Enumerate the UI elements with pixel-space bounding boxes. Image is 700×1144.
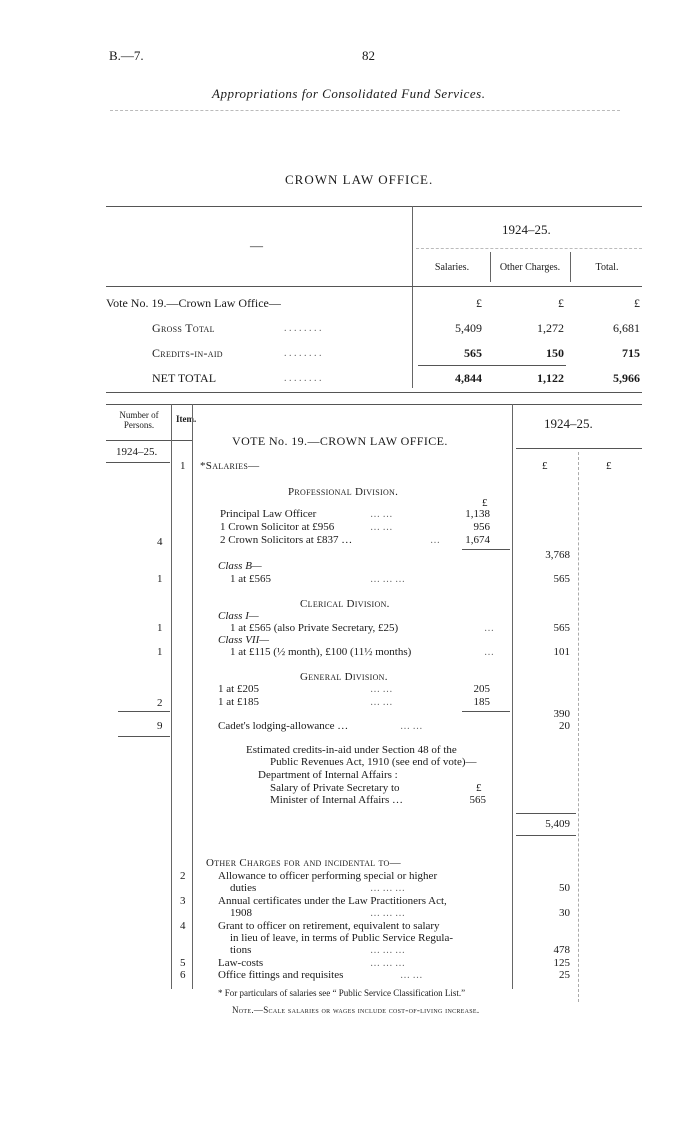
professional-row-dots: … … bbox=[370, 522, 393, 533]
summary-col-salaries: Salaries. bbox=[434, 262, 470, 273]
detail-col-item: Item. bbox=[176, 414, 197, 424]
other-charge-item-line: Annual certificates under the Law Practitioners Act, bbox=[218, 895, 447, 907]
summary-col-total: Total. bbox=[595, 262, 619, 273]
other-charge-item-amount: 478 bbox=[553, 944, 570, 956]
persons-subtotal-rule bbox=[118, 711, 170, 712]
general-row-amount: 205 bbox=[473, 683, 490, 695]
general-row-label: 1 at £205 bbox=[218, 683, 259, 695]
summary-row-salaries: 5,409 bbox=[455, 321, 482, 335]
professional-heading: Professional Division. bbox=[288, 486, 399, 498]
detail-divider-amount bbox=[578, 452, 579, 1002]
other-charge-item-number: 2 bbox=[180, 870, 186, 882]
general-row-amount: 185 bbox=[473, 696, 490, 708]
class-i-persons: 1 bbox=[157, 622, 163, 634]
other-charge-item-dots: … … … bbox=[370, 945, 405, 956]
general-subtotal-rule bbox=[462, 711, 510, 712]
cadet-label: Cadet's lodging-allowance … bbox=[218, 720, 349, 732]
class-b-row: 1 at £565 bbox=[230, 573, 271, 585]
summary-row-dots: . . . . . . . . bbox=[284, 323, 322, 334]
summary-col-other: Other Charges. bbox=[499, 262, 561, 273]
detail-persons-year-rule bbox=[106, 462, 170, 463]
other-charge-item-amount: 125 bbox=[553, 957, 570, 969]
salaries-total-rule-top bbox=[516, 813, 576, 814]
detail-persons-header-rule bbox=[106, 440, 192, 441]
detail-year: 1924–25. bbox=[544, 416, 593, 431]
footnote: * For particulars of salaries see “ Public Service Classification List.” bbox=[218, 988, 466, 998]
scale-note: Note.—Scale salaries or wages include cost-of-living increase. bbox=[232, 1005, 480, 1015]
credits-note-line: Salary of Private Secretary to bbox=[270, 782, 400, 794]
credits-note-line: Department of Internal Affairs : bbox=[258, 769, 398, 781]
summary-col-divider-1 bbox=[490, 252, 491, 282]
office-title: CROWN LAW OFFICE. bbox=[285, 172, 434, 187]
other-charge-item-number: 3 bbox=[180, 895, 186, 907]
professional-subtotal-rule bbox=[462, 549, 510, 550]
class-i-label: Class I— bbox=[218, 610, 259, 622]
summary-row-label: NET TOTAL bbox=[152, 371, 217, 385]
page-ref: B.—7. bbox=[109, 48, 144, 63]
other-charge-item-line: Office fittings and requisites bbox=[218, 969, 344, 981]
other-charge-item-amount: 30 bbox=[559, 907, 570, 919]
summary-row-total: 6,681 bbox=[613, 321, 640, 335]
class-b-persons: 1 bbox=[157, 573, 163, 585]
summary-row-label: Gross Total bbox=[152, 321, 215, 335]
persons-total-rule bbox=[118, 736, 170, 737]
detail-divider-item bbox=[192, 404, 193, 989]
summary-row-other: 150 bbox=[546, 346, 564, 360]
professional-row-dots: … bbox=[430, 535, 440, 546]
cadet-dots: … … bbox=[400, 721, 423, 732]
professional-persons: 4 bbox=[157, 536, 163, 548]
summary-year: 1924–25. bbox=[502, 222, 551, 237]
general-total: 390 bbox=[553, 708, 570, 720]
detail-divider-persons bbox=[171, 404, 172, 989]
class-vii-row: 1 at £115 (½ month), £100 (11½ months) bbox=[230, 646, 412, 658]
professional-row-amount: 956 bbox=[473, 521, 490, 533]
other-charge-item-line: Law-costs bbox=[218, 957, 264, 969]
general-row-dots: … … bbox=[370, 684, 393, 695]
salaries-total-rule-bottom bbox=[516, 835, 576, 836]
total-persons: 9 bbox=[157, 720, 163, 732]
summary-row-total: 5,966 bbox=[613, 371, 640, 385]
clerical-heading: Clerical Division. bbox=[300, 598, 390, 610]
summary-net-rule bbox=[418, 365, 566, 366]
page-number: 82 bbox=[362, 48, 375, 63]
summary-currency-salaries: £ bbox=[476, 296, 482, 310]
summary-header-rule bbox=[106, 286, 642, 287]
professional-currency: £ bbox=[482, 497, 488, 509]
credits-note-amount: 565 bbox=[469, 794, 486, 806]
detail-year-rule bbox=[516, 448, 642, 449]
general-persons: 2 bbox=[157, 697, 163, 709]
other-charge-item-dots: … … … bbox=[370, 958, 405, 969]
general-heading: General Division. bbox=[300, 671, 388, 683]
other-charge-item-amount: 25 bbox=[559, 969, 570, 981]
detail-currency-col-2: £ bbox=[606, 460, 612, 472]
other-charge-item-number: 4 bbox=[180, 920, 186, 932]
other-charge-item-line: in lieu of leave, in terms of Public Service Regula- bbox=[230, 932, 453, 944]
professional-row-dots: … … bbox=[370, 509, 393, 520]
professional-total: 3,768 bbox=[545, 549, 570, 561]
detail-col-persons: Number of Persons. bbox=[119, 410, 159, 430]
class-vii-persons: 1 bbox=[157, 646, 163, 658]
summary-currency-other: £ bbox=[558, 296, 564, 310]
other-charge-item-dots: … … … bbox=[370, 908, 405, 919]
other-charge-item-line: duties bbox=[230, 882, 257, 894]
summary-vote-label: Vote No. 19.—Crown Law Office— bbox=[106, 296, 281, 310]
other-charges-heading: Other Charges for and incidental to— bbox=[206, 857, 401, 869]
header-rule bbox=[110, 110, 620, 111]
professional-row-amount: 1,674 bbox=[465, 534, 490, 546]
other-charge-item-dots: … … bbox=[400, 970, 423, 981]
other-charge-item-line: Allowance to officer performing special or higher bbox=[218, 870, 438, 882]
summary-top-rule bbox=[106, 206, 642, 207]
detail-vote-title: VOTE No. 19.—CROWN LAW OFFICE. bbox=[232, 434, 448, 448]
credits-note-line: Estimated credits-in-aid under Section 48 of the bbox=[246, 744, 457, 756]
general-row-dots: … … bbox=[370, 697, 393, 708]
detail-item-1: 1 bbox=[180, 460, 186, 472]
other-charge-item-dots: … … … bbox=[370, 883, 405, 894]
summary-row-other: 1,122 bbox=[537, 371, 564, 385]
professional-row-label: 2 Crown Solicitors at £837 … bbox=[220, 534, 353, 546]
summary-currency-total: £ bbox=[634, 296, 640, 310]
class-i-amount: 565 bbox=[553, 622, 570, 634]
class-vii-amount: 101 bbox=[553, 646, 570, 658]
salaries-total: 5,409 bbox=[545, 818, 570, 830]
professional-row-label: 1 Crown Solicitor at £956 bbox=[220, 521, 335, 533]
detail-top-rule bbox=[106, 404, 642, 405]
credits-note-currency: £ bbox=[476, 782, 482, 794]
other-charge-item-line: 1908 bbox=[230, 907, 252, 919]
class-b-amount: 565 bbox=[553, 573, 570, 585]
summary-bottom-rule bbox=[106, 392, 642, 393]
detail-persons-year: 1924–25. bbox=[116, 446, 158, 458]
class-b-dots: … … … bbox=[370, 574, 405, 585]
summary-year-rule bbox=[416, 248, 642, 249]
running-title: Appropriations for Consolidated Fund Services. bbox=[212, 86, 486, 101]
salaries-heading: *Salaries— bbox=[200, 460, 260, 472]
other-charge-item-number: 5 bbox=[180, 957, 186, 969]
summary-col-divider-2 bbox=[570, 252, 571, 282]
credits-note-line: Minister of Internal Affairs … bbox=[270, 794, 403, 806]
class-vii-label: Class VII— bbox=[218, 634, 270, 646]
summary-row-dots: . . . . . . . . bbox=[284, 373, 322, 384]
summary-row-salaries: 4,844 bbox=[455, 371, 482, 385]
class-b-label: Class B— bbox=[218, 560, 262, 572]
summary-row-dots: . . . . . . . . bbox=[284, 348, 322, 359]
summary-row-other: 1,272 bbox=[537, 321, 564, 335]
other-charge-item-number: 6 bbox=[180, 969, 186, 981]
summary-row-label: Credits-in-aid bbox=[152, 346, 223, 360]
summary-row-total: 715 bbox=[622, 346, 640, 360]
summary-row-salaries: 565 bbox=[464, 346, 482, 360]
cadet-amount: 20 bbox=[559, 720, 570, 732]
credits-note-line: Public Revenues Act, 1910 (see end of vote)— bbox=[270, 756, 477, 768]
class-i-row: 1 at £565 (also Private Secretary, £25) bbox=[230, 622, 399, 634]
summary-left-dash: — bbox=[250, 238, 263, 253]
class-i-dots: … bbox=[484, 623, 494, 634]
general-row-label: 1 at £185 bbox=[218, 696, 259, 708]
other-charge-item-amount: 50 bbox=[559, 882, 570, 894]
professional-row-amount: 1,138 bbox=[465, 508, 490, 520]
detail-currency-col-1: £ bbox=[542, 460, 548, 472]
class-vii-dots: … bbox=[484, 647, 494, 658]
detail-divider-desc bbox=[512, 404, 513, 989]
professional-row-label: Principal Law Officer bbox=[220, 508, 317, 520]
other-charge-item-line: Grant to officer on retirement, equivalent to salary bbox=[218, 920, 440, 932]
other-charge-item-line: tions bbox=[230, 944, 252, 956]
